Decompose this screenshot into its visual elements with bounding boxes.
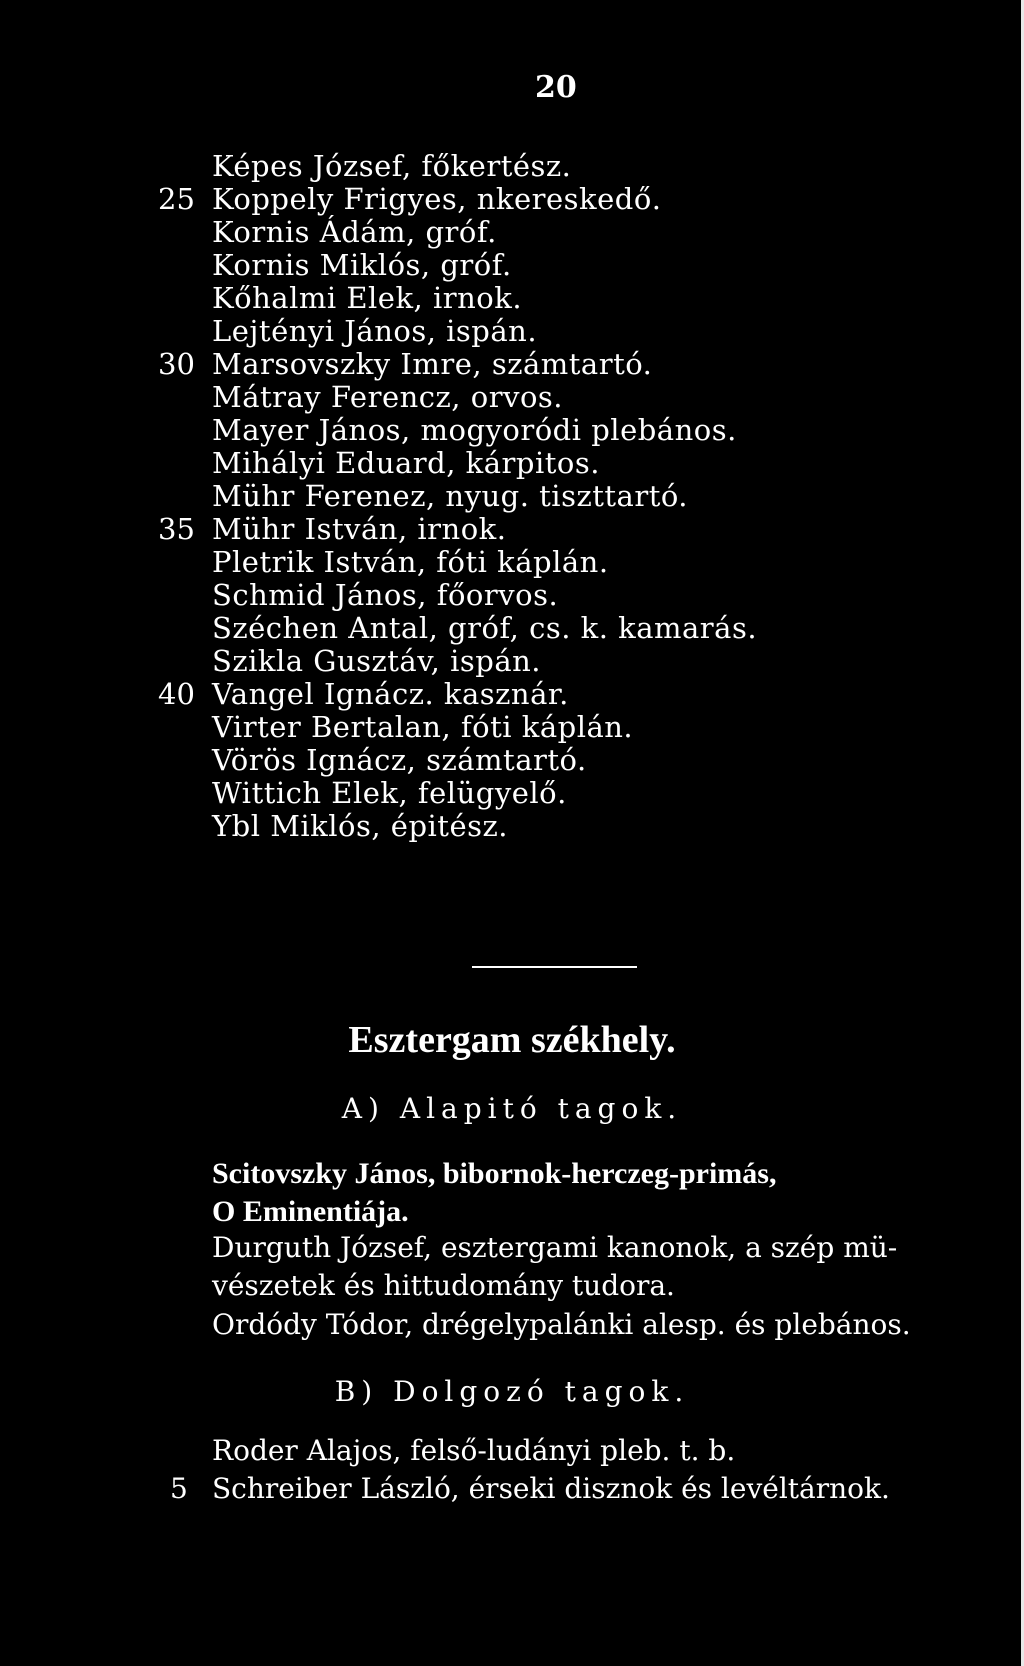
worker-entry: Roder Alajos, felső-ludányi pleb. t. b. <box>212 1434 736 1467</box>
line-number: 30 <box>158 347 195 381</box>
list-item <box>0 315 1024 348</box>
list-item <box>0 678 1024 711</box>
member-entry: Szikla Gusztáv, ispán. <box>212 644 542 678</box>
list-item <box>0 480 1024 513</box>
list-item <box>0 579 1024 612</box>
list-item <box>0 645 1024 678</box>
list-item <box>0 216 1024 249</box>
member-entry: Schmid János, főorvos. <box>212 578 559 612</box>
list-item <box>0 249 1024 282</box>
member-list <box>0 150 1024 843</box>
list-item <box>0 513 1024 546</box>
member-entry: Széchen Antal, gróf, cs. k. kamarás. <box>212 611 758 645</box>
founder-entry-primate <box>212 1155 982 1231</box>
list-item <box>0 777 1024 810</box>
page-number: 20 <box>535 70 577 105</box>
list-item <box>0 612 1024 645</box>
member-entry: Ybl Miklós, épitész. <box>212 809 508 843</box>
member-entry: Kőhalmi Elek, irnok. <box>212 281 523 315</box>
line-number: 25 <box>158 182 195 216</box>
member-entry: Marsovszky Imre, számtartó. <box>212 347 653 381</box>
entry-line: vészetek és hittudomány tudora. <box>212 1269 675 1302</box>
member-entry: Mayer János, mogyoródi plebános. <box>212 413 737 447</box>
member-entry: Vörös Ignácz, számtartó. <box>212 743 587 777</box>
member-entry: Mihályi Eduard, kárpitos. <box>212 446 600 480</box>
list-item <box>0 381 1024 414</box>
list-item <box>0 546 1024 579</box>
member-entry: Lejtényi János, ispán. <box>212 314 538 348</box>
subheading-workers: B) Dolgozó tagok. <box>334 1375 690 1408</box>
founder-entry: Ordódy Tódor, drégelypalánki alesp. és plebános. <box>212 1308 911 1341</box>
subheading-founders: A) Alapitó tagok. <box>341 1092 683 1125</box>
member-entry: Koppely Frigyes, nkereskedő. <box>212 182 662 216</box>
member-entry: Virter Bertalan, fóti káplán. <box>212 710 634 744</box>
entry-line: Scitovszky János, bibornok-herczeg-primás, <box>212 1157 777 1190</box>
list-item <box>0 183 1024 216</box>
worker-entry: Schreiber László, érseki disznok és levéltárnok. <box>212 1472 890 1505</box>
section-title: Esztergam székhely. <box>348 1019 676 1061</box>
member-entry: Mátray Ferencz, orvos. <box>212 380 564 414</box>
member-entry: Mühr Ferenez, nyug. tiszttartó. <box>212 479 689 513</box>
list-item <box>0 810 1024 843</box>
list-item <box>0 348 1024 381</box>
member-entry: Vangel Ignácz. kasznár. <box>212 677 569 711</box>
list-item <box>0 282 1024 315</box>
list-item <box>0 711 1024 744</box>
member-entry: Kornis Miklós, gróf. <box>212 248 512 282</box>
entry-line: O Eminentiája. <box>212 1195 409 1228</box>
member-entry: Kornis Ádám, gróf. <box>212 215 497 249</box>
member-entry: Pletrik István, fóti káplán. <box>212 545 609 579</box>
line-number: 40 <box>158 677 195 711</box>
line-number: 5 <box>170 1472 188 1505</box>
list-item <box>0 414 1024 447</box>
member-entry: Mühr István, irnok. <box>212 512 507 546</box>
entry-line: Durguth József, esztergami kanonok, a szép mü- <box>212 1231 898 1264</box>
section-divider <box>472 966 637 968</box>
list-item <box>0 150 1024 183</box>
list-item <box>0 447 1024 480</box>
line-number: 35 <box>158 512 195 546</box>
founder-entry <box>212 1229 982 1305</box>
member-entry: Képes József, főkertész. <box>212 149 572 183</box>
member-entry: Wittich Elek, felügyelő. <box>212 776 567 810</box>
list-item <box>0 744 1024 777</box>
